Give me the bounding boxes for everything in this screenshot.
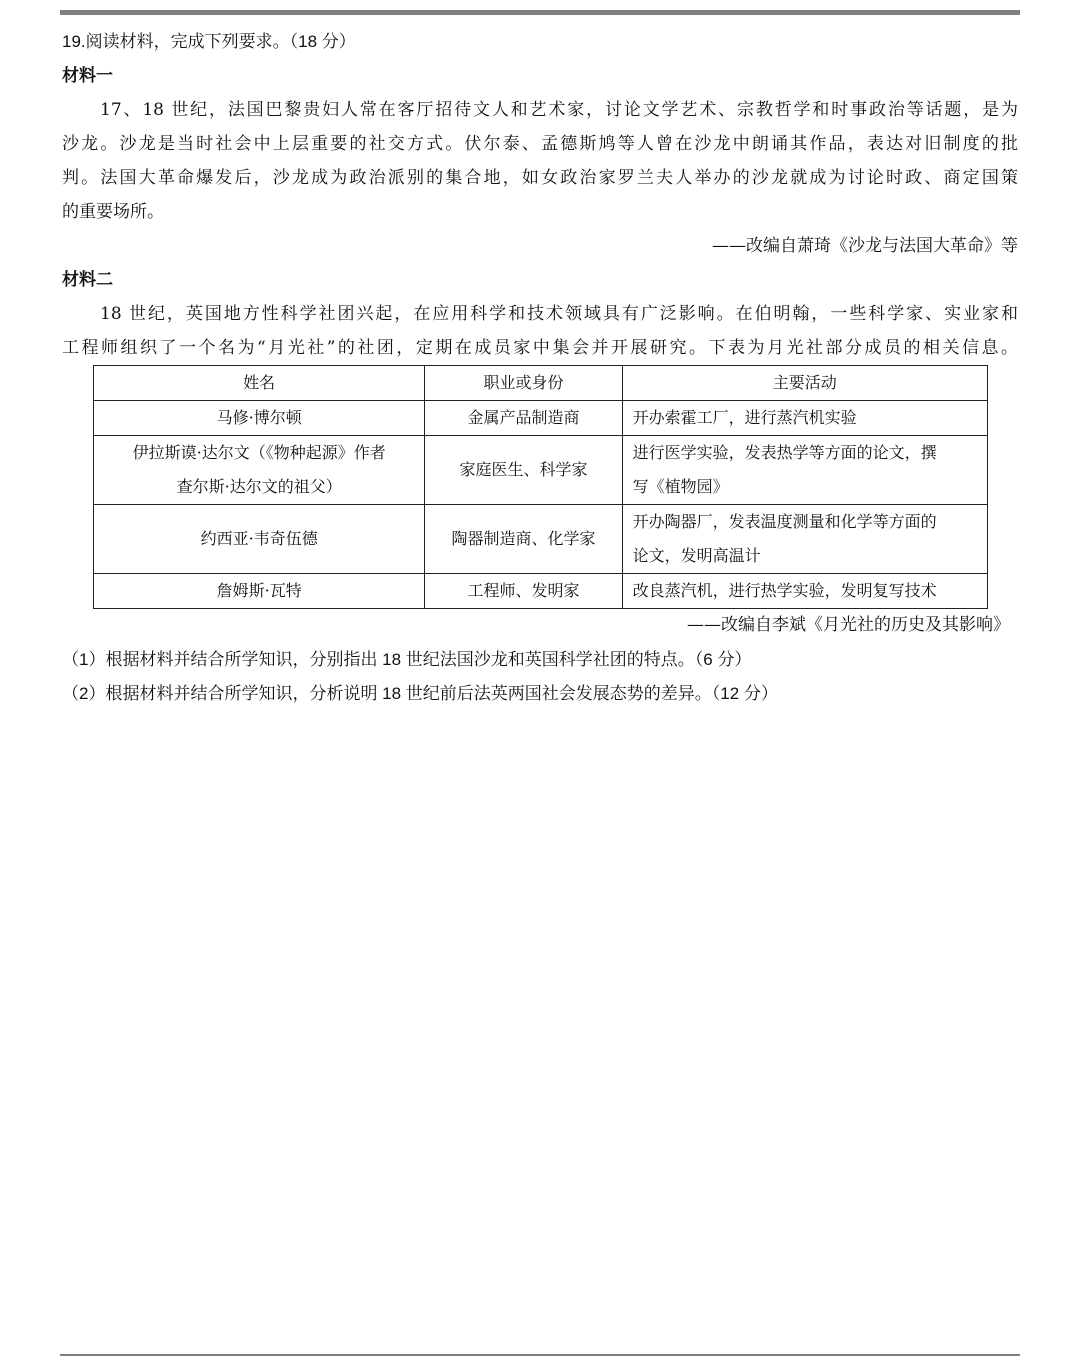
material1-heading: 材料一 xyxy=(62,66,113,85)
header-job: 职业或身份 xyxy=(425,366,622,401)
top-rule xyxy=(60,10,1020,15)
table-row xyxy=(94,574,988,609)
material1-line: 判。法国大革命爆发后，沙龙成为政治派别的集合地，如女政治家罗兰夫人举办的沙龙就成为讨论时政、商定国策 xyxy=(62,168,1018,188)
cell-job: 金属产品制造商 xyxy=(425,401,622,436)
material2-line: 工程师组织了一个名为“月光社”的社团，定期在成员家中集会并开展研究。下表为月光社部分成员的相关信息。 xyxy=(62,338,1018,358)
material2-heading: 材料二 xyxy=(62,270,113,289)
question-2: （2）根据材料并结合所学知识，分析说明 18 世纪前后法英两国社会发展态势的差异。（12 分） xyxy=(62,684,778,703)
material1-source: ——改编自萧琦《沙龙与法国大革命》等 xyxy=(712,236,1018,256)
cell-activity: 开办索霍工厂，进行蒸汽机实验 xyxy=(622,401,987,436)
question-1: （1）根据材料并结合所学知识，分别指出 18 世纪法国沙龙和英国科学社团的特点。（6 分） xyxy=(62,650,752,669)
cell-line: 进行医学实验，发表热学等方面的论文，撰 xyxy=(632,443,937,462)
header-activity: 主要活动 xyxy=(622,366,987,401)
material1-line: 沙龙。沙龙是当时社会中上层重要的社交方式。伏尔泰、孟德斯鸠等人曾在沙龙中朗诵其作品，表达对旧制度的批 xyxy=(62,134,1018,154)
question-title: 19.阅读材料，完成下列要求。（18 分） xyxy=(62,32,356,51)
table-row xyxy=(94,401,988,436)
cell-activity: 改良蒸汽机，进行热学实验，发明复写技术 xyxy=(622,574,987,609)
cell-name xyxy=(94,436,425,505)
cell-job: 家庭医生、科学家 xyxy=(425,436,622,505)
table-header-row xyxy=(94,366,988,401)
cell-activity xyxy=(622,505,987,574)
cell-name: 詹姆斯·瓦特 xyxy=(94,574,425,609)
table-row xyxy=(94,505,988,574)
cell-name: 约西亚·韦奇伍德 xyxy=(94,505,425,574)
cell-activity xyxy=(622,436,987,505)
bottom-rule xyxy=(60,1354,1020,1356)
cell-job: 陶器制造商、化学家 xyxy=(425,505,622,574)
table-row xyxy=(94,436,988,505)
cell-job: 工程师、发明家 xyxy=(425,574,622,609)
material2-line: 18 世纪，英国地方性科学社团兴起，在应用科学和技术领域具有广泛影响。在伯明翰，一些科学家、实业家和 xyxy=(100,304,1018,324)
cell-line: 写《植物园》 xyxy=(632,477,729,496)
cell-line: 伊拉斯谟·达尔文（《物种起源》作者 xyxy=(132,443,386,462)
moon-society-table xyxy=(93,365,988,609)
material1-line: 17、18 世纪，法国巴黎贵妇人常在客厅招待文人和艺术家，讨论文学艺术、宗教哲学和时事政治等话题，是为 xyxy=(100,100,1018,120)
material1-line: 的重要场所。 xyxy=(62,202,164,222)
cell-line: 开办陶器厂，发表温度测量和化学等方面的 xyxy=(632,512,937,531)
cell-line: 论文，发明高温计 xyxy=(632,546,761,565)
material2-source: ——改编自李斌《月光社的历史及其影响》 xyxy=(687,615,1010,635)
header-name: 姓名 xyxy=(94,366,425,401)
cell-name: 马修·博尔顿 xyxy=(94,401,425,436)
cell-line: 查尔斯·达尔文的祖父） xyxy=(176,477,342,496)
